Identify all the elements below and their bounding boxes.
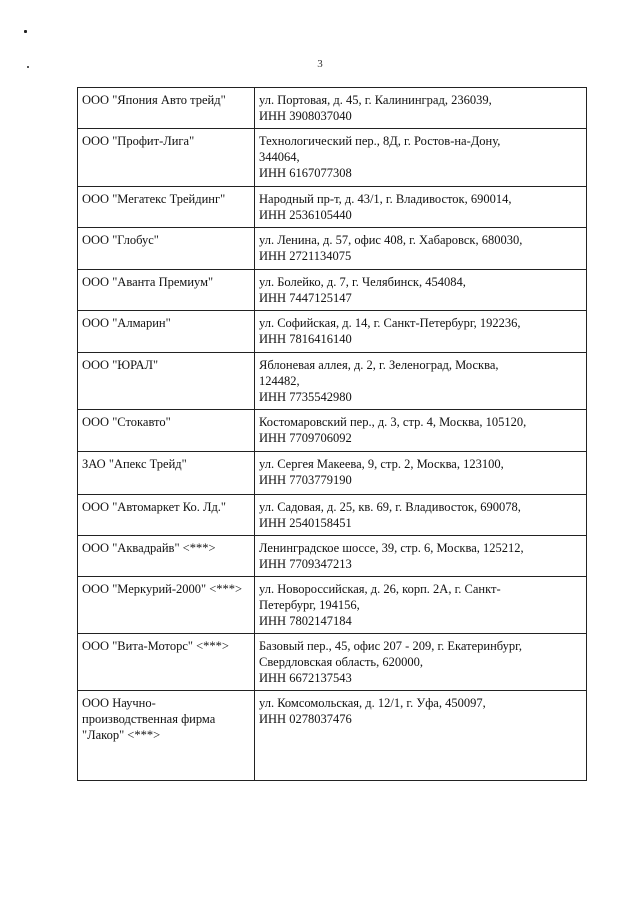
org-address-cell: [255, 88, 587, 129]
table-row: [78, 634, 587, 691]
address-line: 124482,: [259, 374, 300, 388]
inn-line: ИНН 2721134075: [259, 249, 352, 263]
org-address-cell: [255, 228, 587, 270]
address-line: Народный пр-т, д. 43/1, г. Владивосток, 690014,: [259, 192, 512, 206]
address-line: ул. Болейко, д. 7, г. Челябинск, 454084,: [259, 275, 466, 289]
org-name-cell: ООО "Аквадрайв" <***>: [78, 536, 255, 577]
org-name-cell: ООО "Стокавто": [78, 410, 255, 452]
address-line: ул. Сергея Макеева, 9, стр. 2, Москва, 123100,: [259, 457, 504, 471]
org-address-cell: [255, 495, 587, 536]
org-name-cell: ООО "ЮРАЛ": [78, 353, 255, 410]
org-address-cell: [255, 452, 587, 495]
org-name-cell: ООО "Вита-Моторс" <***>: [78, 634, 255, 691]
address-line: Ленинградское шоссе, 39, стр. 6, Москва, 125212,: [259, 541, 524, 555]
org-address-cell: [255, 129, 587, 187]
org-address-cell: [255, 536, 587, 577]
address-line: ул. Портовая, д. 45, г. Калининград, 236039,: [259, 93, 492, 107]
table-row: [78, 536, 587, 577]
org-name-cell: ООО Научно-производственная фирма "Лакор" <***>: [78, 691, 255, 781]
inn-line: ИНН 7709347213: [259, 557, 352, 571]
inn-line: ИНН 7447125147: [259, 291, 352, 305]
org-name-cell: ООО "Профит-Лига": [78, 129, 255, 187]
table-row: [78, 577, 587, 634]
table-row: [78, 410, 587, 452]
inn-line: ИНН 2540158451: [259, 516, 352, 530]
org-name-cell: ООО "Глобус": [78, 228, 255, 270]
table-row: [78, 353, 587, 410]
address-line: Костомаровский пер., д. 3, стр. 4, Москва, 105120,: [259, 415, 527, 429]
org-address-cell: [255, 410, 587, 452]
organizations-table: [77, 87, 587, 781]
inn-line: ИНН 7816416140: [259, 332, 352, 346]
org-name-cell: ООО "Аванта Премиум": [78, 270, 255, 311]
org-address-cell: [255, 577, 587, 634]
org-name-cell: ООО "Автомаркет Ко. Лд.": [78, 495, 255, 536]
address-line: Базовый пер., 45, офис 207 - 209, г. Екатеринбург,: [259, 639, 523, 653]
address-line: Петербург, 194156,: [259, 598, 360, 612]
table-row: [78, 495, 587, 536]
org-address-cell: [255, 634, 587, 691]
inn-line: ИНН 7709706092: [259, 431, 352, 445]
table-row: [78, 228, 587, 270]
org-address-cell: [255, 311, 587, 353]
table-row: [78, 129, 587, 187]
org-name-cell: ООО "Япония Авто трейд": [78, 88, 255, 129]
table-row: [78, 452, 587, 495]
page-number: 3: [317, 58, 323, 70]
scan-speck: [24, 30, 27, 33]
org-name-cell: ЗАО "Апекс Трейд": [78, 452, 255, 495]
table-row: [78, 691, 587, 781]
table-row: [78, 187, 587, 228]
inn-line: ИНН 0278037476: [259, 712, 352, 726]
address-line: Свердловская область, 620000,: [259, 655, 424, 669]
inn-line: ИНН 7703779190: [259, 473, 352, 487]
address-line: ул. Софийская, д. 14, г. Санкт-Петербург, 192236,: [259, 316, 521, 330]
org-name-cell: ООО "Мегатекс Трейдинг": [78, 187, 255, 228]
org-name-cell: ООО "Алмарин": [78, 311, 255, 353]
inn-line: ИНН 7735542980: [259, 390, 352, 404]
org-address-cell: [255, 691, 587, 781]
address-line: ул. Комсомольская, д. 12/1, г. Уфа, 450097,: [259, 696, 486, 710]
address-line: ул. Садовая, д. 25, кв. 69, г. Владивосток, 690078,: [259, 500, 521, 514]
inn-line: ИНН 2536105440: [259, 208, 352, 222]
inn-line: ИНН 7802147184: [259, 614, 352, 628]
inn-line: ИНН 3908037040: [259, 109, 352, 123]
table-row: [78, 311, 587, 353]
address-line: 344064,: [259, 150, 300, 164]
inn-line: ИНН 6167077308: [259, 166, 352, 180]
org-address-cell: [255, 353, 587, 410]
address-line: Яблоневая аллея, д. 2, г. Зеленоград, Москва,: [259, 358, 499, 372]
address-line: ул. Новороссийская, д. 26, корп. 2А, г. Санкт-: [259, 582, 501, 596]
address-line: Технологический пер., 8Д, г. Ростов-на-Дону,: [259, 134, 501, 148]
table-row: [78, 270, 587, 311]
address-line: ул. Ленина, д. 57, офис 408, г. Хабаровск, 680030,: [259, 233, 523, 247]
table-row: [78, 88, 587, 129]
org-address-cell: [255, 270, 587, 311]
org-name-cell: ООО "Меркурий-2000" <***>: [78, 577, 255, 634]
inn-line: ИНН 6672137543: [259, 671, 352, 685]
org-address-cell: [255, 187, 587, 228]
